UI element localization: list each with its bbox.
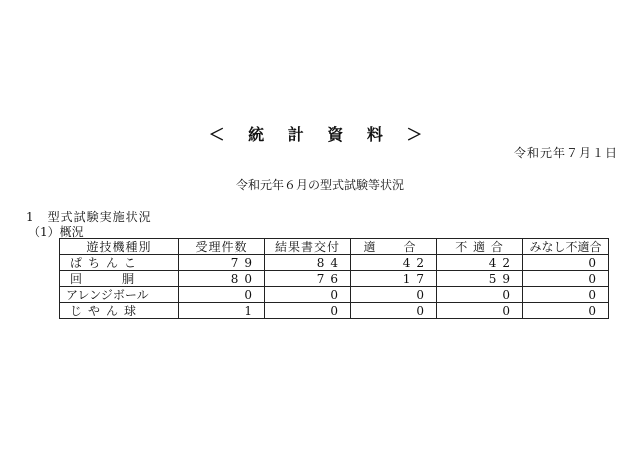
document-title: ＜ 統 計 資 料 ＞ xyxy=(208,125,432,144)
table-row xyxy=(60,255,609,271)
subsection-heading: （1）概況 xyxy=(28,225,84,239)
cell-deemed-fail: 0 xyxy=(523,303,609,319)
cell-issued: 84 xyxy=(265,255,351,271)
cell-pass: 0 xyxy=(351,287,437,303)
cell-deemed-fail: 0 xyxy=(523,271,609,287)
cell-received: 1 xyxy=(179,303,265,319)
header-pass: 適 合 xyxy=(351,239,437,255)
header-machine-type: 遊技機種別 xyxy=(60,239,179,255)
cell-type: ぱちんこ xyxy=(60,255,179,271)
table-row xyxy=(60,271,609,287)
cell-fail: 0 xyxy=(437,287,523,303)
table-row xyxy=(60,303,609,319)
report-subtitle: 令和元年６月の型式試験等状況 xyxy=(235,178,404,192)
cell-pass: 17 xyxy=(351,271,437,287)
cell-received: 79 xyxy=(179,255,265,271)
cell-type: アレンジボール xyxy=(60,287,179,303)
header-deemed-fail: みなし不適合 xyxy=(523,239,609,255)
cell-issued: 0 xyxy=(265,287,351,303)
table-row xyxy=(60,287,609,303)
cell-issued: 76 xyxy=(265,271,351,287)
cell-deemed-fail: 0 xyxy=(523,287,609,303)
table-header-row xyxy=(60,239,609,255)
cell-pass: 42 xyxy=(351,255,437,271)
cell-type: 回胴 xyxy=(60,271,179,287)
cell-pass: 0 xyxy=(351,303,437,319)
issue-date: 令和元年７月１日 xyxy=(513,146,618,160)
header-received: 受理件数 xyxy=(179,239,265,255)
header-fail: 不 適 合 xyxy=(437,239,523,255)
header-issued: 結果書交付 xyxy=(265,239,351,255)
cell-fail: 42 xyxy=(437,255,523,271)
stats-table xyxy=(59,238,609,319)
cell-issued: 0 xyxy=(265,303,351,319)
cell-deemed-fail: 0 xyxy=(523,255,609,271)
cell-type: じやん球 xyxy=(60,303,179,319)
cell-received: 80 xyxy=(179,271,265,287)
section-heading: 1 型式試験実施状況 xyxy=(26,210,152,224)
cell-fail: 0 xyxy=(437,303,523,319)
cell-fail: 59 xyxy=(437,271,523,287)
cell-received: 0 xyxy=(179,287,265,303)
